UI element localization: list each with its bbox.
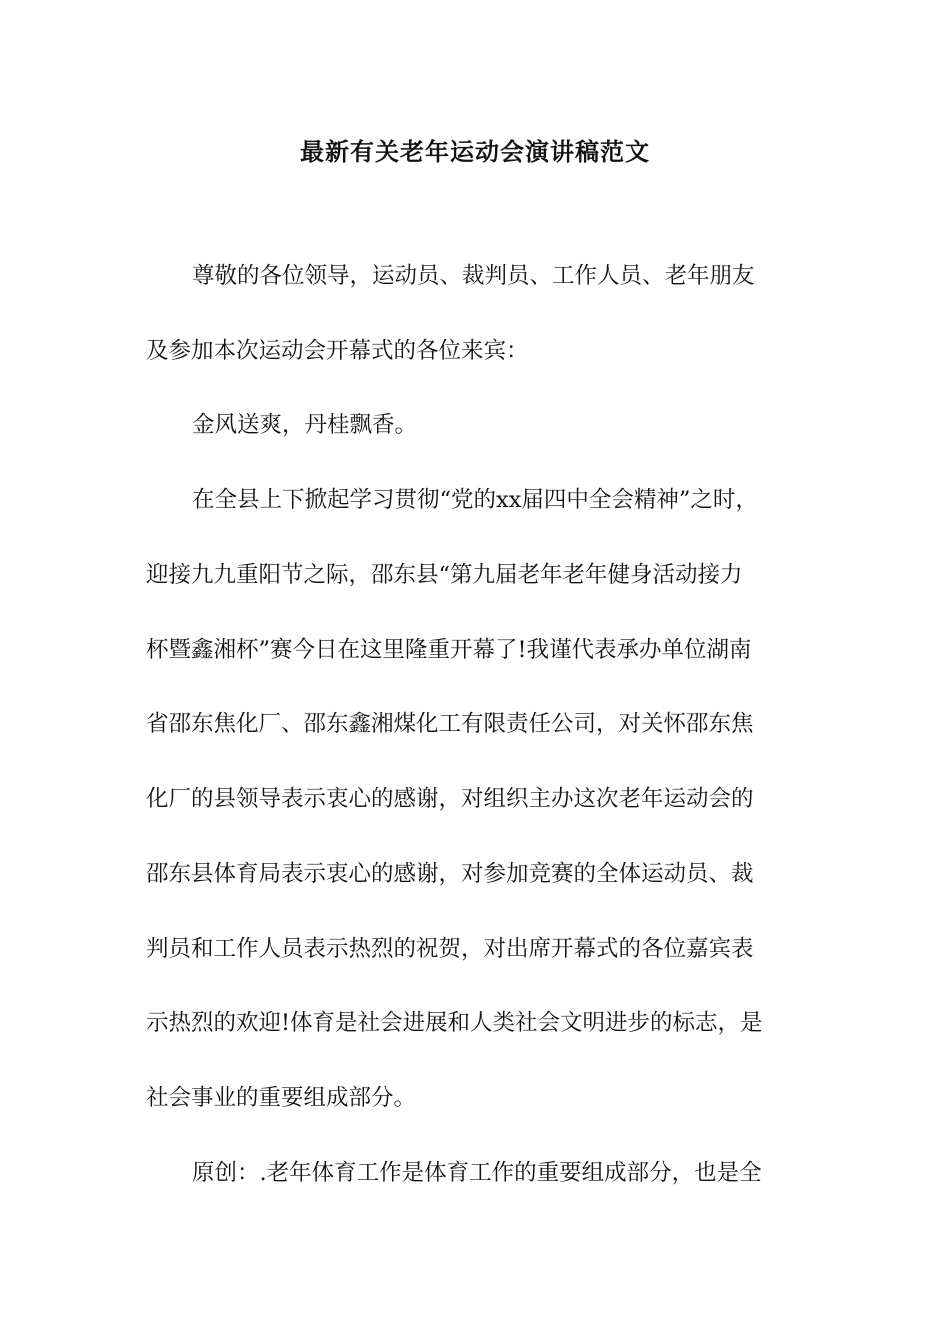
text-line: 化厂的县领导表示衷心的感谢，对组织主办这次老年运动会的 bbox=[146, 786, 754, 812]
text-line: 示热烈的欢迎!体育是社会进展和人类社会文明进步的标志，是 bbox=[146, 1010, 763, 1036]
text-line: 在全县上下掀起学习贯彻“党的xx届四中全会精神”之时， bbox=[192, 487, 758, 513]
document-title: 最新有关老年运动会演讲稿范文 bbox=[300, 137, 650, 166]
text-line: 迎接九九重阳节之际，邵东县“第九届老年老年健身活动接力 bbox=[146, 562, 743, 588]
text-line: 省邵东焦化厂、邵东鑫湘煤化工有限责任公司，对关怀邵东焦 bbox=[146, 711, 754, 737]
text-line: 及参加本次运动会开幕式的各位来宾： bbox=[146, 338, 529, 364]
text-line: 金风送爽，丹桂飘香。 bbox=[192, 412, 418, 438]
text-line: 原创：.老年体育工作是体育工作的重要组成部分，也是全 bbox=[192, 1160, 762, 1186]
text-line: 判员和工作人员表示热烈的祝贺，对出席开幕式的各位嘉宾表 bbox=[146, 936, 754, 962]
text-line: 社会事业的重要组成部分。 bbox=[146, 1085, 417, 1111]
text-line: 尊敬的各位领导，运动员、裁判员、工作人员、老年朋友 bbox=[192, 263, 755, 289]
text-line: 邵东县体育局表示衷心的感谢，对参加竞赛的全体运动员、裁 bbox=[146, 861, 754, 887]
text-line: 杯暨鑫湘杯”赛今日在这里隆重开幕了!我谨代表承办单位湖南 bbox=[146, 637, 752, 663]
